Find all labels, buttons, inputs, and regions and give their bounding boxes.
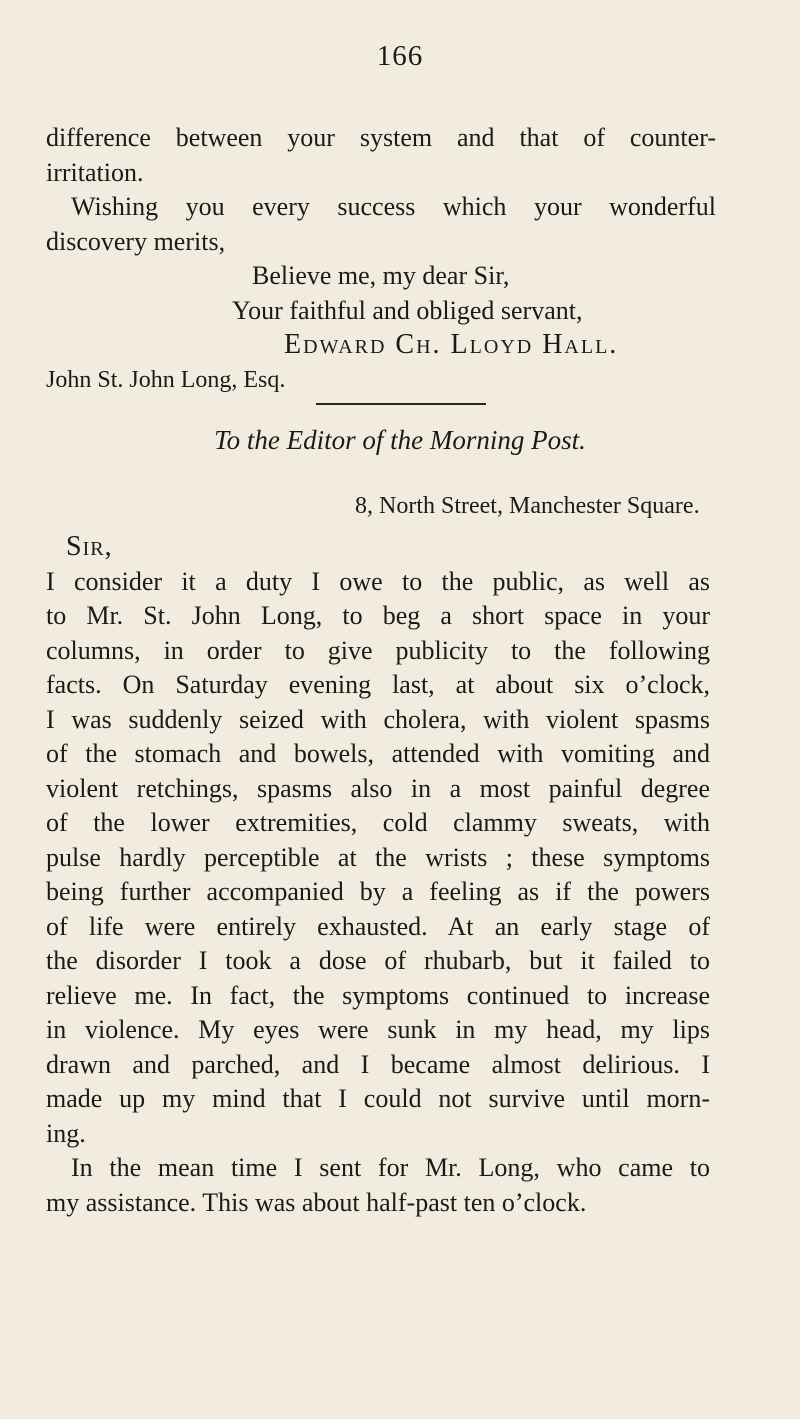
text-line: difference between your system and that of counter- xyxy=(46,123,716,152)
body-line: to Mr. St. John Long, to beg a short space in your xyxy=(46,601,710,630)
section-divider xyxy=(316,403,486,405)
body-line: relieve me. In fact, the symptoms continued to increase xyxy=(46,980,710,1010)
page-number: 166 xyxy=(376,40,424,72)
closing-line: Believe me, my dear Sir, xyxy=(252,261,510,290)
body-line: columns, in order to give publicity to the following xyxy=(46,635,710,665)
body-line: In the mean time I sent for Mr. Long, who came to xyxy=(71,1153,710,1182)
addressee: John St. John Long, Esq. xyxy=(46,366,286,393)
body-line: ing. xyxy=(46,1118,86,1148)
body-line: of the lower extremities, cold clammy sweats, with xyxy=(46,808,710,837)
signature: Edward Ch. Lloyd Hall. xyxy=(284,329,619,360)
body-line: being further accompanied by a feeling as if the powers xyxy=(46,877,710,906)
text-line: discovery merits, xyxy=(46,226,226,256)
body-line: the disorder I took a dose of rhubarb, but it failed to xyxy=(46,946,710,975)
body-line: my assistance. This was about half-past ten o’clock. xyxy=(46,1187,587,1217)
body-line: violent retchings, spasms also in a most painful degree xyxy=(46,773,710,803)
body-line: of life were entirely exhausted. At an early stage of xyxy=(46,911,710,941)
body-line: drawn and parched, and I became almost delirious. I xyxy=(46,1049,710,1079)
letter-address: 8, North Street, Manchester Square. xyxy=(355,493,700,519)
body-line: in violence. My eyes were sunk in my head, my lips xyxy=(46,1015,710,1044)
salutation: Sir, xyxy=(66,531,113,562)
body-line: I was suddenly seized with cholera, with violent spasms xyxy=(46,704,710,734)
body-line: of the stomach and bowels, attended with vomiting and xyxy=(46,739,710,768)
letter-heading: To the Editor of the Morning Post. xyxy=(214,425,586,455)
closing-line: Your faithful and obliged servant, xyxy=(232,295,583,325)
letter-body xyxy=(46,530,710,1220)
text-line: Wishing you every success which your wonderful xyxy=(71,192,716,221)
body-line: I consider it a duty I owe to the public, as well as xyxy=(46,566,710,596)
body-line: facts. On Saturday evening last, at about six o’clock, xyxy=(46,670,710,699)
body-line: pulse hardly perceptible at the wrists ; these symptoms xyxy=(46,842,710,872)
body-line: made up my mind that I could not survive until morn- xyxy=(46,1084,710,1113)
letter-closing-block xyxy=(46,121,716,397)
text-line: irritation. xyxy=(46,157,144,187)
